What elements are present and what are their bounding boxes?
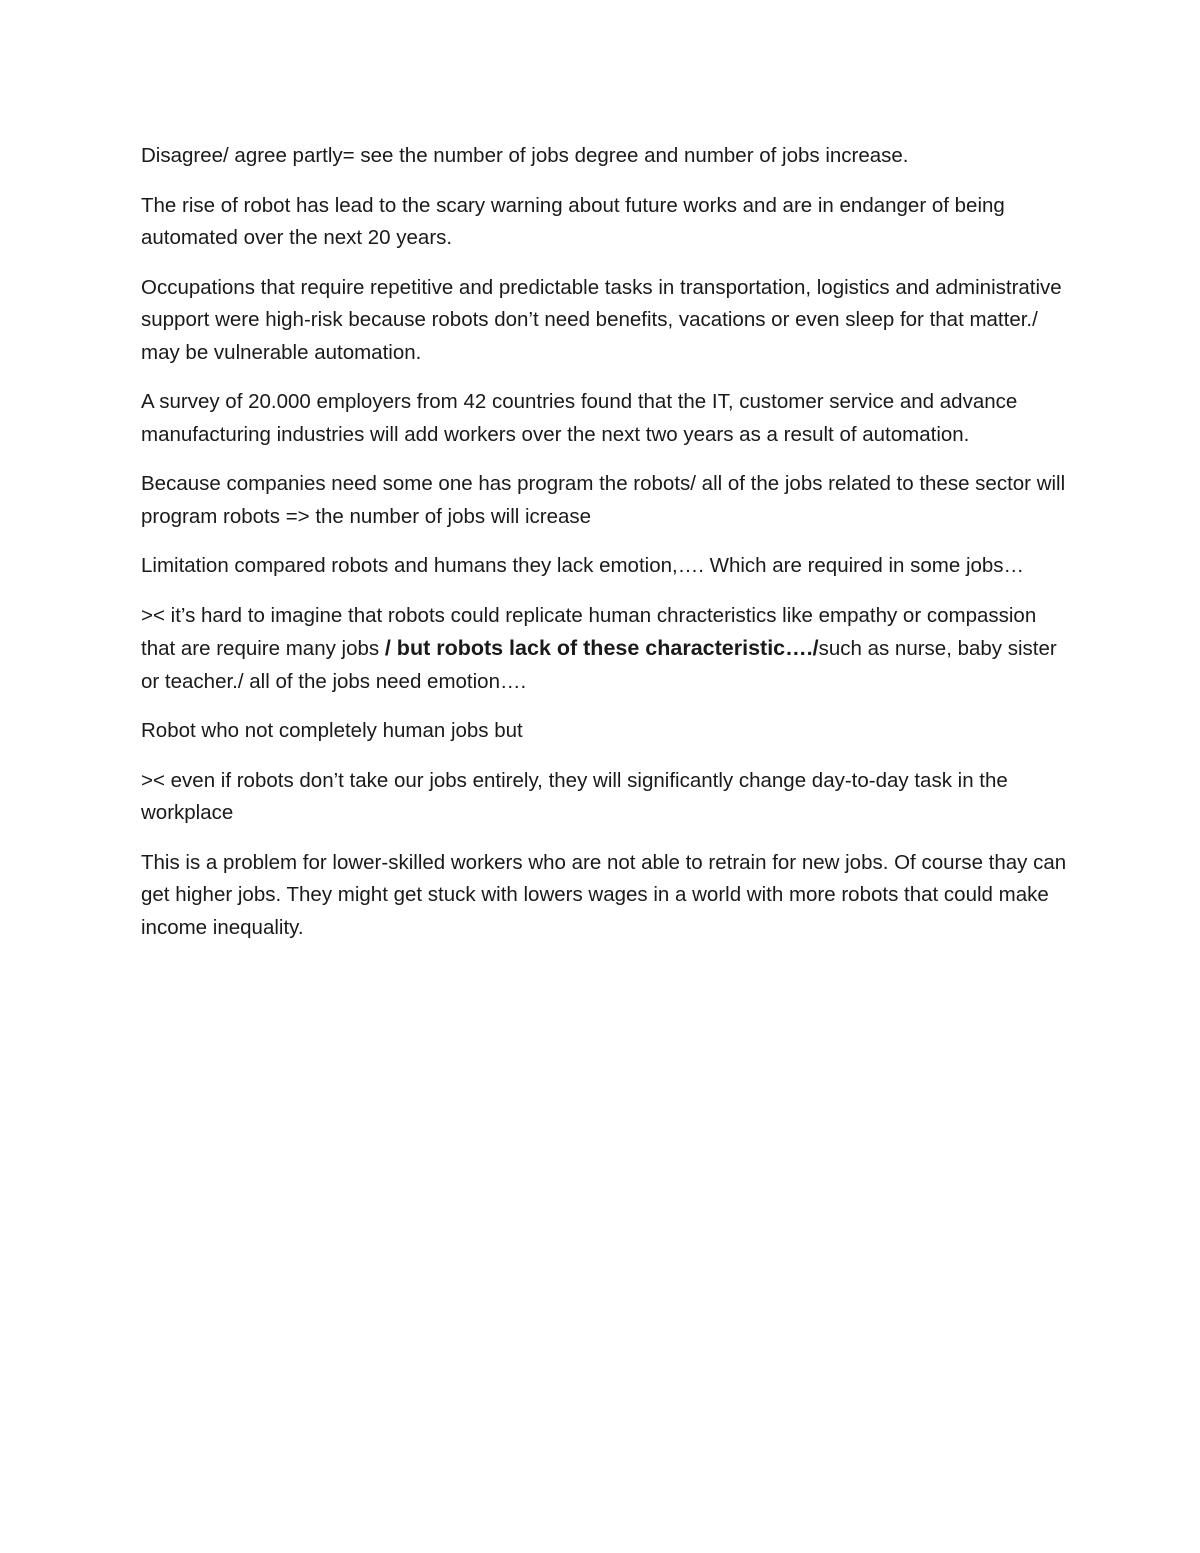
paragraph-7 <box>141 600 1071 699</box>
paragraph-9: >< even if robots don’t take our jobs entirely, they will significantly change day-to-day task in the workplace <box>141 768 1008 824</box>
paragraph-1: Disagree/ agree partly= see the number of jobs degree and number of jobs increase. <box>141 144 909 167</box>
paragraph-8: Robot who not completely human jobs but <box>141 719 523 742</box>
paragraph-4: A survey of 20.000 employers from 42 countries found that the IT, customer service and advance manufacturing industries will add workers over the next two years as a result of automation. <box>141 390 1018 446</box>
paragraph-7-bold-text: / but robots lack of these characteristic…./ <box>384 636 819 660</box>
paragraph-2: The rise of robot has lead to the scary warning about future works and are in endanger of being automated over the next 20 years. <box>141 193 1005 249</box>
paragraph-7-text-end: such as nurse, baby sister or teacher./ all of the jobs need emotion…. <box>141 637 1057 693</box>
paragraph-10: This is a problem for lower-skilled workers who are not able to retrain for new jobs. Of course thay can get higher jobs. They might get stuck with lowers wages in a world with more robots that could make income inequality. <box>141 850 1067 939</box>
paragraph-3: Occupations that require repetitive and predictable tasks in transportation, logistics and administrative support were high-risk because robots don’t need benefits, vacations or even sleep for that matter./ may be vulnerable automation. <box>141 275 1062 364</box>
paragraph-6: Limitation compared robots and humans they lack emotion,…. Which are required in some jobs… <box>141 554 1025 577</box>
document-body <box>141 140 1071 961</box>
paragraph-5: Because companies need some one has program the robots/ all of the jobs related to these sector will program robots => the number of jobs will icrease <box>141 472 1066 528</box>
paragraph-7-text-start: >< it’s hard to imagine that robots could replicate human chracteristics like empathy or compassion that are require many jobs <box>141 603 1037 660</box>
